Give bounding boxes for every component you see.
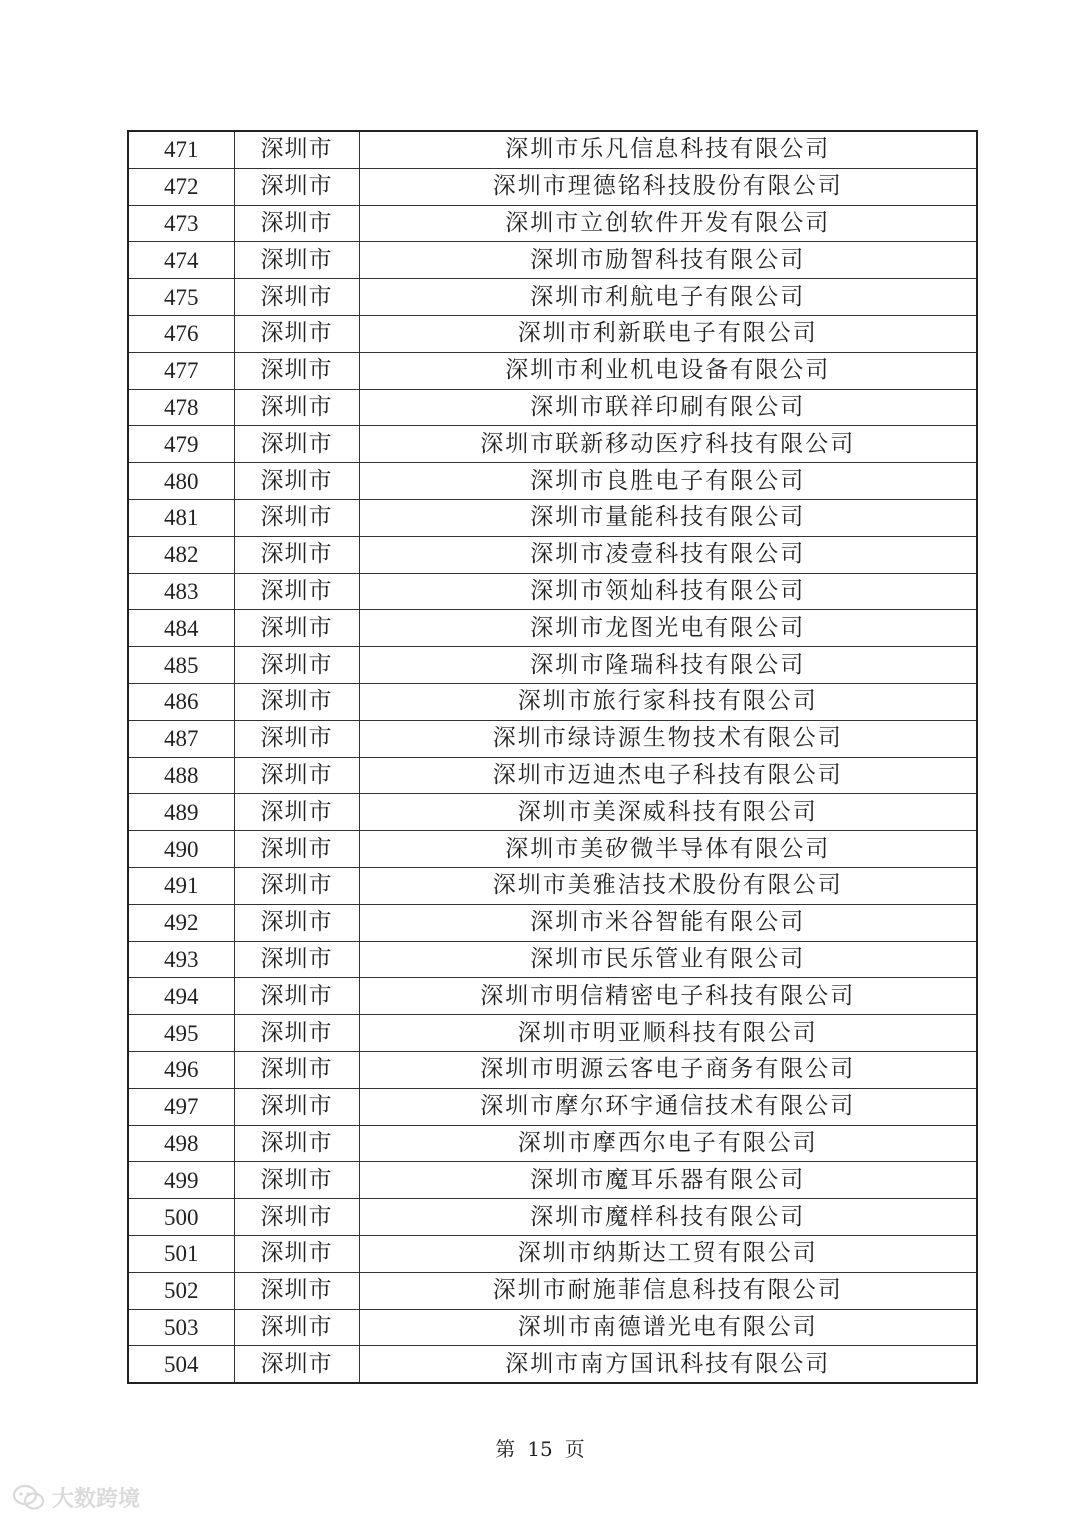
row-company-name-cell: 深圳市良胜电子有限公司: [359, 463, 977, 500]
table-row: [128, 389, 977, 426]
table-row: [128, 757, 977, 794]
row-number-cell: 486: [128, 683, 234, 720]
table-row: [128, 831, 977, 868]
row-city-cell: 深圳市: [234, 426, 359, 463]
table-row: [128, 1235, 977, 1272]
row-company-name-cell: 深圳市龙图光电有限公司: [359, 610, 977, 647]
row-city-cell: 深圳市: [234, 1015, 359, 1052]
row-company-name-cell: 深圳市明亚顺科技有限公司: [359, 1015, 977, 1052]
page-footer: [0, 1433, 1080, 1462]
row-company-name-cell: 深圳市迈迪杰电子科技有限公司: [359, 757, 977, 794]
row-city-cell: 深圳市: [234, 463, 359, 500]
table-row: [128, 1272, 977, 1309]
row-number-cell: 476: [128, 315, 234, 352]
row-city-cell: 深圳市: [234, 131, 359, 168]
row-number-cell: 473: [128, 205, 234, 242]
table-row: [128, 1162, 977, 1199]
table-row: [128, 794, 977, 831]
row-city-cell: 深圳市: [234, 1346, 359, 1383]
watermark-text: 大数跨境: [52, 1487, 141, 1512]
table-row: [128, 1051, 977, 1088]
row-number-cell: 481: [128, 499, 234, 536]
row-city-cell: 深圳市: [234, 389, 359, 426]
row-number-cell: 499: [128, 1162, 234, 1199]
table-row: [128, 904, 977, 941]
row-city-cell: 深圳市: [234, 499, 359, 536]
table-row: [128, 205, 977, 242]
row-city-cell: 深圳市: [234, 831, 359, 868]
row-company-name-cell: 深圳市理德铭科技股份有限公司: [359, 168, 977, 205]
table-row: [128, 573, 977, 610]
row-company-name-cell: 深圳市米谷智能有限公司: [359, 904, 977, 941]
table-row: [128, 683, 977, 720]
row-number-cell: 492: [128, 904, 234, 941]
row-company-name-cell: 深圳市利航电子有限公司: [359, 279, 977, 316]
row-company-name-cell: 深圳市摩尔环宇通信技术有限公司: [359, 1088, 977, 1125]
row-city-cell: 深圳市: [234, 1125, 359, 1162]
table-body: [128, 131, 977, 1383]
table-row: [128, 279, 977, 316]
row-company-name-cell: 深圳市联祥印刷有限公司: [359, 389, 977, 426]
row-number-cell: 480: [128, 463, 234, 500]
table-row: [128, 978, 977, 1015]
table-row: [128, 720, 977, 757]
table-row: [128, 1199, 977, 1236]
row-company-name-cell: 深圳市南德谱光电有限公司: [359, 1309, 977, 1346]
row-company-name-cell: 深圳市绿诗源生物技术有限公司: [359, 720, 977, 757]
table-row: [128, 352, 977, 389]
row-company-name-cell: 深圳市摩西尔电子有限公司: [359, 1125, 977, 1162]
row-city-cell: 深圳市: [234, 904, 359, 941]
row-number-cell: 496: [128, 1051, 234, 1088]
row-city-cell: 深圳市: [234, 1309, 359, 1346]
row-number-cell: 474: [128, 242, 234, 279]
row-city-cell: 深圳市: [234, 1235, 359, 1272]
row-city-cell: 深圳市: [234, 757, 359, 794]
row-number-cell: 488: [128, 757, 234, 794]
row-city-cell: 深圳市: [234, 1051, 359, 1088]
row-number-cell: 489: [128, 794, 234, 831]
row-company-name-cell: 深圳市联新移动医疗科技有限公司: [359, 426, 977, 463]
row-number-cell: 494: [128, 978, 234, 1015]
row-city-cell: 深圳市: [234, 279, 359, 316]
row-number-cell: 482: [128, 536, 234, 573]
row-company-name-cell: 深圳市旅行家科技有限公司: [359, 683, 977, 720]
row-number-cell: 498: [128, 1125, 234, 1162]
row-company-name-cell: 深圳市隆瑞科技有限公司: [359, 647, 977, 684]
table-row: [128, 168, 977, 205]
row-city-cell: 深圳市: [234, 242, 359, 279]
row-company-name-cell: 深圳市利业机电设备有限公司: [359, 352, 977, 389]
page-suffix: 页: [564, 1437, 585, 1461]
row-city-cell: 深圳市: [234, 168, 359, 205]
row-company-name-cell: 深圳市领灿科技有限公司: [359, 573, 977, 610]
row-city-cell: 深圳市: [234, 315, 359, 352]
table-row: [128, 867, 977, 904]
wechat-logo-icon: [12, 1483, 46, 1513]
row-company-name-cell: 深圳市耐施菲信息科技有限公司: [359, 1272, 977, 1309]
row-city-cell: 深圳市: [234, 536, 359, 573]
table-row: [128, 1309, 977, 1346]
row-number-cell: 497: [128, 1088, 234, 1125]
row-number-cell: 491: [128, 867, 234, 904]
table-row: [128, 131, 977, 168]
row-company-name-cell: 深圳市乐凡信息科技有限公司: [359, 131, 977, 168]
row-city-cell: 深圳市: [234, 352, 359, 389]
row-company-name-cell: 深圳市明信精密电子科技有限公司: [359, 978, 977, 1015]
row-city-cell: 深圳市: [234, 573, 359, 610]
row-city-cell: 深圳市: [234, 1199, 359, 1236]
row-number-cell: 490: [128, 831, 234, 868]
row-number-cell: 475: [128, 279, 234, 316]
row-city-cell: 深圳市: [234, 205, 359, 242]
row-city-cell: 深圳市: [234, 683, 359, 720]
row-company-name-cell: 深圳市美深威科技有限公司: [359, 794, 977, 831]
row-company-name-cell: 深圳市魔样科技有限公司: [359, 1199, 977, 1236]
row-city-cell: 深圳市: [234, 1162, 359, 1199]
row-company-name-cell: 深圳市美雅洁技术股份有限公司: [359, 867, 977, 904]
table-row: [128, 1015, 977, 1052]
table-row: [128, 463, 977, 500]
row-number-cell: 503: [128, 1309, 234, 1346]
row-number-cell: 485: [128, 647, 234, 684]
company-list-table: [127, 130, 978, 1384]
row-company-name-cell: 深圳市魔耳乐器有限公司: [359, 1162, 977, 1199]
row-number-cell: 495: [128, 1015, 234, 1052]
row-company-name-cell: 深圳市美矽微半导体有限公司: [359, 831, 977, 868]
row-city-cell: 深圳市: [234, 1272, 359, 1309]
row-number-cell: 471: [128, 131, 234, 168]
row-company-name-cell: 深圳市凌壹科技有限公司: [359, 536, 977, 573]
row-number-cell: 493: [128, 941, 234, 978]
table-row: [128, 941, 977, 978]
row-company-name-cell: 深圳市南方国讯科技有限公司: [359, 1346, 977, 1383]
row-company-name-cell: 深圳市明源云客电子商务有限公司: [359, 1051, 977, 1088]
row-company-name-cell: 深圳市立创软件开发有限公司: [359, 205, 977, 242]
row-number-cell: 472: [128, 168, 234, 205]
row-number-cell: 502: [128, 1272, 234, 1309]
page-number: 15: [527, 1437, 553, 1461]
table-row: [128, 536, 977, 573]
row-number-cell: 483: [128, 573, 234, 610]
row-number-cell: 479: [128, 426, 234, 463]
row-city-cell: 深圳市: [234, 1088, 359, 1125]
row-city-cell: 深圳市: [234, 610, 359, 647]
row-city-cell: 深圳市: [234, 647, 359, 684]
row-number-cell: 484: [128, 610, 234, 647]
row-number-cell: 477: [128, 352, 234, 389]
row-number-cell: 504: [128, 1346, 234, 1383]
row-company-name-cell: 深圳市纳斯达工贸有限公司: [359, 1235, 977, 1272]
row-city-cell: 深圳市: [234, 867, 359, 904]
watermark: [12, 1482, 140, 1513]
row-company-name-cell: 深圳市民乐管业有限公司: [359, 941, 977, 978]
row-number-cell: 478: [128, 389, 234, 426]
table-row: [128, 1088, 977, 1125]
row-company-name-cell: 深圳市量能科技有限公司: [359, 499, 977, 536]
row-company-name-cell: 深圳市励智科技有限公司: [359, 242, 977, 279]
row-city-cell: 深圳市: [234, 978, 359, 1015]
row-city-cell: 深圳市: [234, 720, 359, 757]
table-row: [128, 499, 977, 536]
row-city-cell: 深圳市: [234, 941, 359, 978]
row-company-name-cell: 深圳市利新联电子有限公司: [359, 315, 977, 352]
table-row: [128, 1125, 977, 1162]
table-row: [128, 315, 977, 352]
row-number-cell: 500: [128, 1199, 234, 1236]
row-city-cell: 深圳市: [234, 794, 359, 831]
table-row: [128, 647, 977, 684]
table-row: [128, 610, 977, 647]
table-row: [128, 426, 977, 463]
table-row: [128, 1346, 977, 1383]
row-number-cell: 501: [128, 1235, 234, 1272]
page-prefix: 第: [495, 1437, 516, 1461]
table-row: [128, 242, 977, 279]
row-number-cell: 487: [128, 720, 234, 757]
